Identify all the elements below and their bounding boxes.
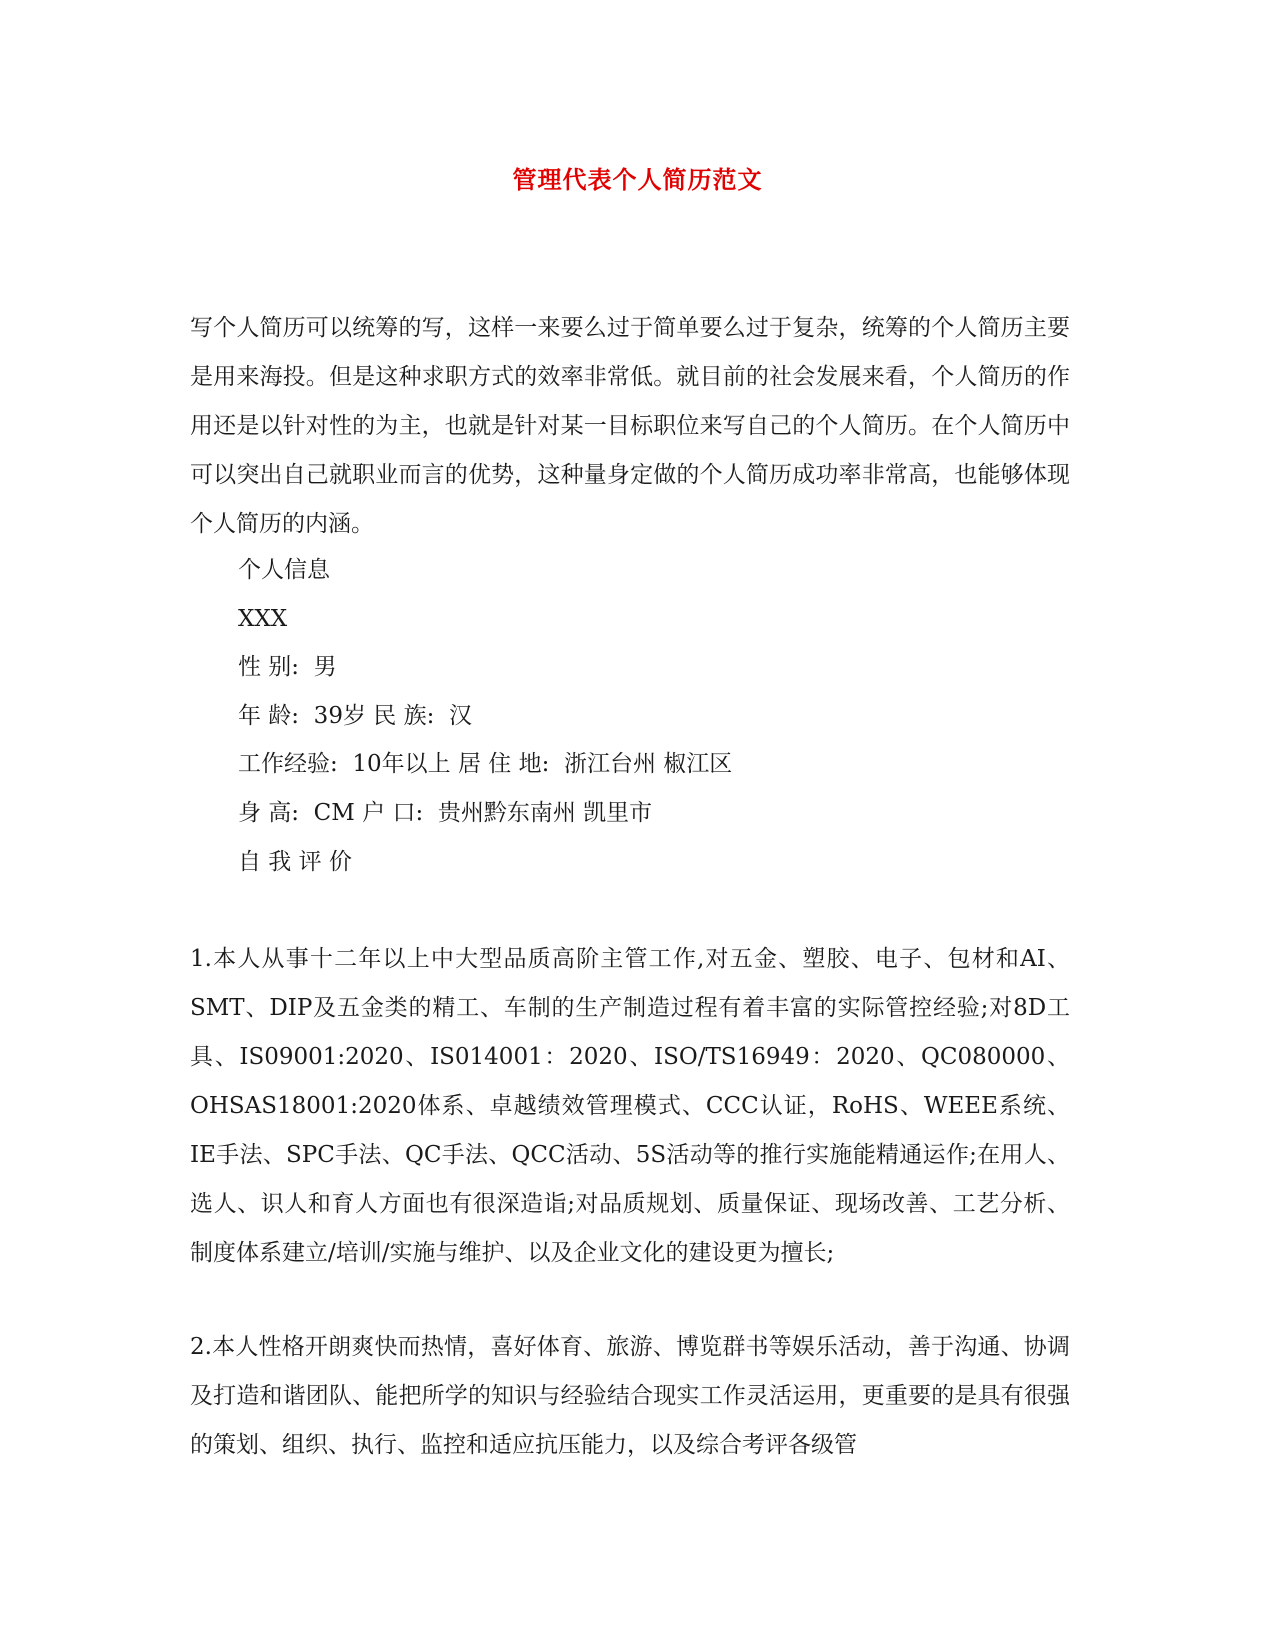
info-height-hukou: 身 高: CM 户 口: 贵州黔东南州 凯里市: [238, 799, 653, 826]
info-experience-residence: 工作经验: 10年以上 居 住 地: 浙江台州 椒江区: [238, 751, 733, 778]
document-title: 管理代表个人简历范文: [512, 165, 763, 194]
intro-paragraph: 写个人简历可以统筹的写，这样一来要么过于简单要么过于复杂，统筹的个人简历主要是用来海投。但是这种求职方式的效率非常低。就目前的社会发展来看，个人简历的作用还是以针对性的为主，也就是针对某一目标职位来写自己的个人简历。在个人简历中可以突出自己就职业而言的优势，这种量身定做的个人简历成功率非常高，也能够体现个人简历的内涵。: [190, 315, 1070, 537]
self-evaluation-item-1: 1.本人从事十二年以上中大型品质高阶主管工作,对五金、塑胶、电子、包材和AI、SMT、DIP及五金类的精工、车制的生产制造过程有着丰富的实际管控经验;对8D工具、IS09001:2020、IS014001：2020、ISO/TS16949：2020、QC080000、OHSAS18001:2020体系、卓越绩效管理模式、CCC认证，RoHS、WEEE系统、IE手法、SPC手法、QC手法、QCC活动、5S活动等的推行实施能精通运作;在用人、选人、识人和育人方面也有很深造诣;对品质规划、质量保证、现场改善、工艺分析、制度体系建立/培训/实施与维护、以及企业文化的建设更为擅长;: [190, 946, 1070, 1266]
info-age-ethnicity: 年 龄: 39岁 民 族: 汉: [238, 702, 472, 729]
self-evaluation-item-2: 2.本人性格开朗爽快而热情，喜好体育、旅游、博览群书等娱乐活动，善于沟通、协调及打造和谐团队、能把所学的知识与经验结合现实工作灵活运用，更重要的是具有很强的策划、组织、执行、监控和适应抗压能力，以及综合考评各级管: [190, 1334, 1070, 1458]
self-evaluation-heading: 自 我 评 价: [238, 848, 352, 875]
personal-info-block: [238, 546, 732, 886]
info-heading: 个人信息: [238, 557, 330, 583]
info-name: XXX: [238, 605, 288, 632]
info-gender: 性 别: 男: [238, 654, 337, 681]
